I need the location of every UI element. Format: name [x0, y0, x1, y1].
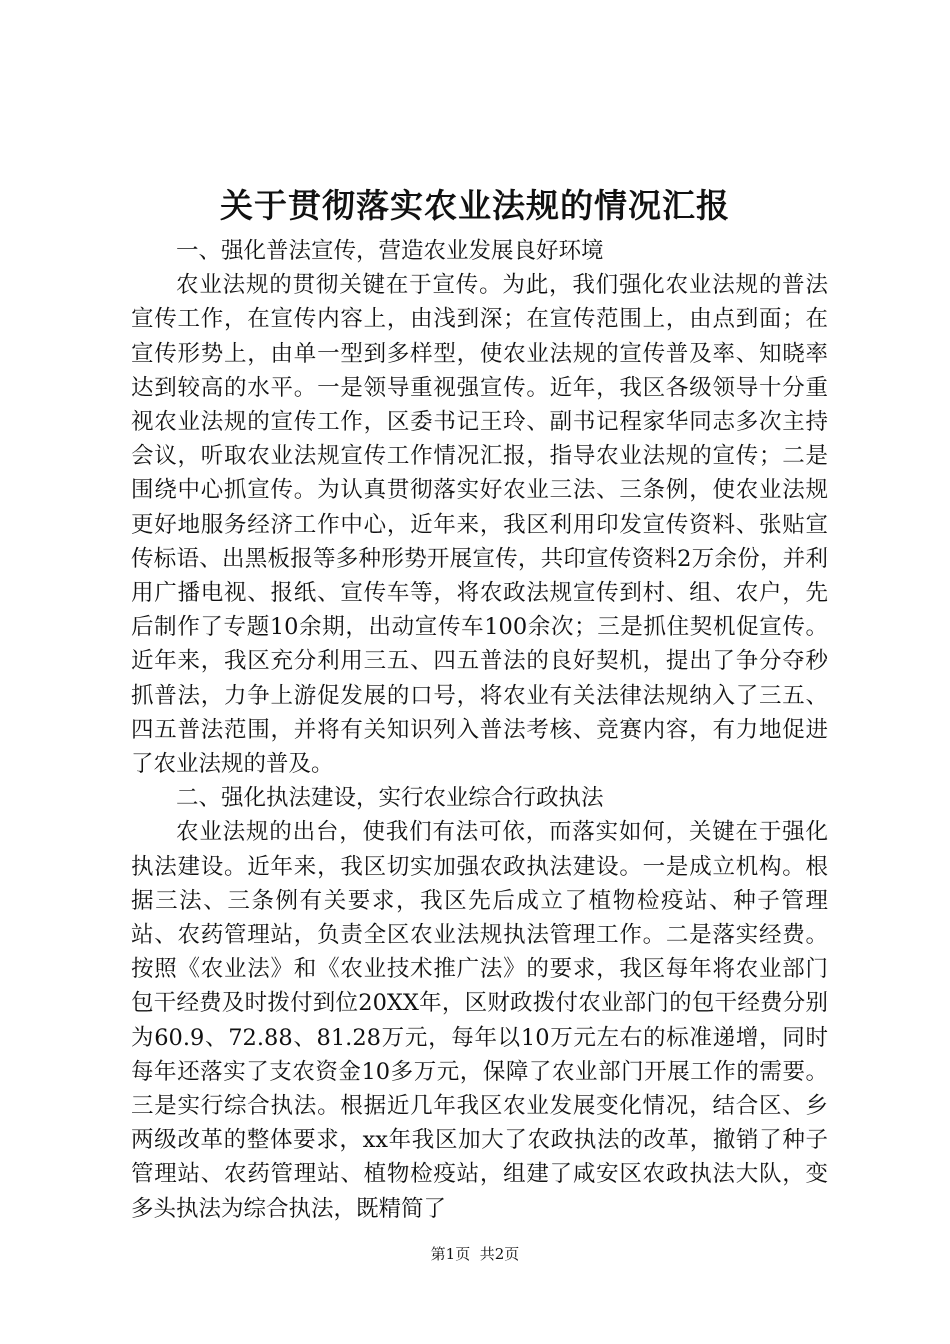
document-title: 关于贯彻落实农业法规的情况汇报 — [220, 186, 730, 225]
section-heading-2: 二、强化执法建设，实行农业综合行政执法 — [176, 785, 604, 812]
section-paragraph-2: 农业法规的出台，使我们有法可依，而落实如何，关键在于强化执法建设。近年来，我区切实加强农政执法建设。一是成立机构。根据三法、三条例有关要求，我区先后成立了植物检疫站、种子管理站、农药管理站，负责全区农业法规执法管理工作。二是落实经费。按照《农业法》和《农业技术推广法》的要求，我区每年将农业部门包干经费及时拨付到位20XX年，区财政拨付农业部门的包干经费分别为60.9、72.88、81.28万元，每年以10万元左右的标准递增，同时每年还落实了支农资金10多万元，保障了农业部门开展工作的需要。三是实行综合执法。根据近几年我区农业发展变化情况，结合区、乡两级改革的整体要求，xx年我区加大了农政执法的改革，撤销了种子管理站、农药管理站、植物检疫站，组建了咸安区农政执法大队，变多头执法为综合执法，既精简了 — [131, 819, 828, 1222]
section-heading-1: 一、强化普法宣传，营造农业发展良好环境 — [176, 238, 604, 264]
section-paragraph-1: 农业法规的贯彻关键在于宣传。为此，我们强化农业法规的普法宣传工作，在宣传内容上，由浅到深；在宣传范围上，由点到面；在宣传形势上，由单一型到多样型，使农业法规的宣传普及率、知晓率达到较高的水平。一是领导重视强宣传。近年，我区各级领导十分重视农业法规的宣传工作，区委书记王玲、副书记程家华同志多次主持会议，听取农业法规宣传工作情况汇报，指导农业法规的宣传；二是围绕中心抓宣传。为认真贯彻落实好农业三法、三条例，使农业法规更好地服务经济工作中心，近年来，我区利用印发宣传资料、张贴宣传标语、出黑板报等多种形势开展宣传，共印宣传资料2万余份，并利用广播电视、报纸、宣传车等，将农政法规宣传到村、组、农户，先后制作了专题10余期，出动宣传车100余次；三是抓住契机促宣传。近年来，我区充分利用三五、四五普法的良好契机，提出了争分夺秒抓普法，力争上游促发展的口号，将农业有关法律法规纳入了三五、四五普法范围，并将有关知识列入普法考核、竞赛内容，有力地促进了农业法规的普及。 — [131, 272, 828, 778]
document-body — [131, 234, 828, 1226]
page-number: 第1页 — [430, 1245, 471, 1263]
page-total: 共2页 — [479, 1245, 520, 1263]
page-footer — [0, 1244, 950, 1264]
